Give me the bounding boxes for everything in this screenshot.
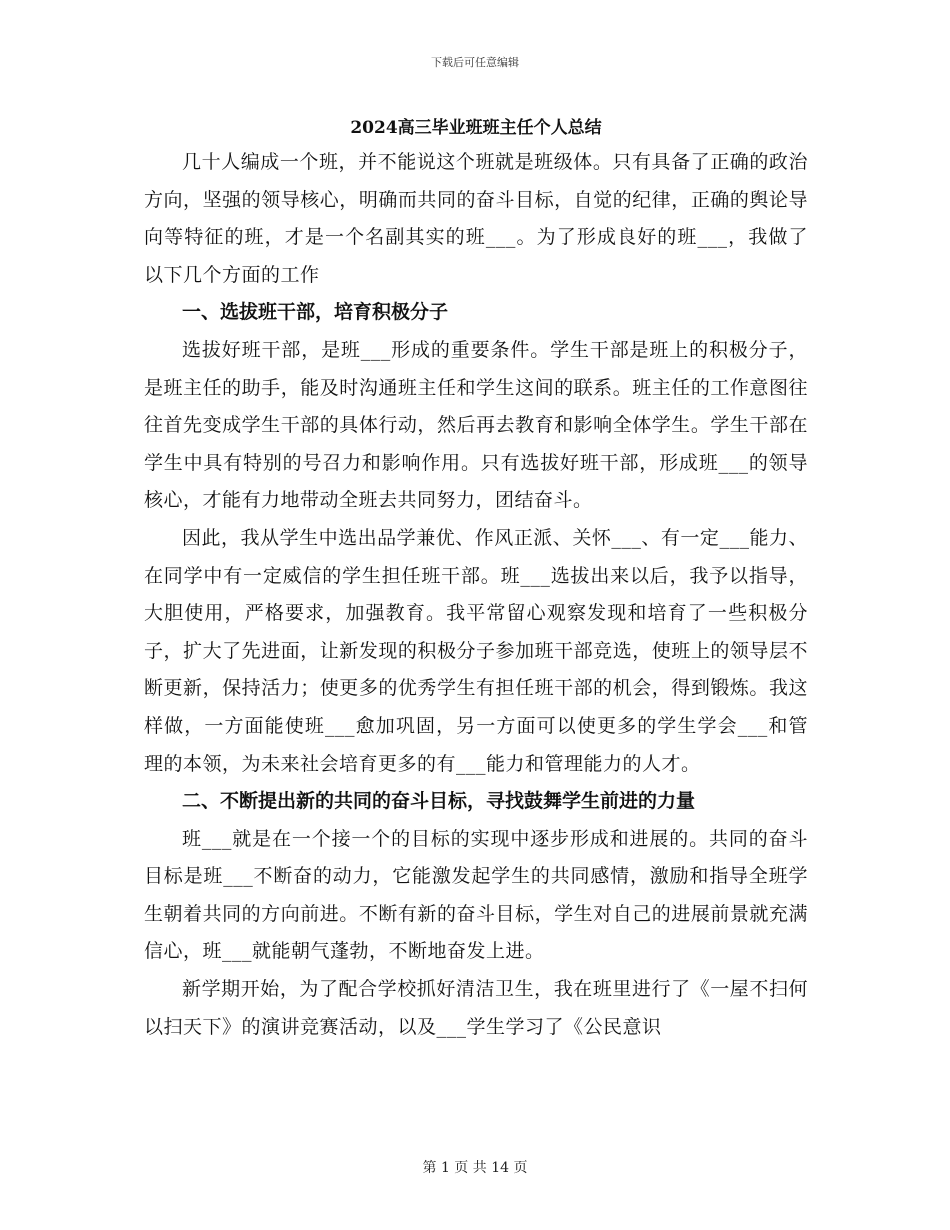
paragraph: 班___就是在一个接一个的目标的实现中逐步形成和进展的。共同的奋斗目标是班___不断奋的动力，它能激发起学生的共同感情，激励和指导全班学生朝着共同的方向前进。不断有新的奋斗目标，学生对自己的进展前景就充满信心，班___就能朝气蓬勃，不断地奋发上进。 bbox=[144, 827, 808, 963]
paragraph: 因此，我从学生中选出品学兼优、作风正派、关怀___、有一定___能力、在同学中有一定威信的学生担任班干部。班___选拔出来以后，我予以指导，大胆使用，严格要求，加强教育。我平常留心观察发现和培育了一些积极分子，扩大了先进面，让新发现的积极分子参加班干部竞选，使班上的领导层不断更新，保持活力；使更多的优秀学生有担任班干部的机会，得到锻炼。我这样做，一方面能使班___愈加巩固，另一方面可以使更多的学生学会___和管理的本领，为未来社会培育更多的有___能力和管理能力的人才。 bbox=[144, 526, 808, 775]
page-footer: 第 1 页 共 14 页 bbox=[422, 1160, 528, 1176]
section-heading-2: 二、不断提出新的共同的奋斗目标，寻找鼓舞学生前进的力量 bbox=[182, 790, 696, 813]
page-header: 下载后可任意编辑 bbox=[431, 56, 519, 69]
section-heading-1: 一、选拔班干部，培育积极分子 bbox=[182, 301, 449, 324]
document-body bbox=[144, 112, 808, 1046]
paragraph: 新学期开始，为了配合学校抓好清洁卫生，我在班里进行了《一屋不扫何以扫天下》的演讲竞赛活动，以及___学生学习了《公民意识 bbox=[144, 978, 808, 1038]
document-title: 2024高三毕业班班主任个人总结 bbox=[350, 118, 602, 138]
paragraph: 选拔好班干部，是班___形成的重要条件。学生干部是班上的积极分子，是班主任的助手，能及时沟通班主任和学生这间的联系。班主任的工作意图往往首先变成学生干部的具体行动，然后再去教育和影响全体学生。学生干部在学生中具有特别的号召力和影响作用。只有选拔好班干部，形成班___的领导核心，才能有力地带动全班去共同努力，团结奋斗。 bbox=[144, 338, 808, 512]
paragraph-intro: 几十人编成一个班，并不能说这个班就是班级体。只有具备了正确的政治方向，坚强的领导核心，明确而共同的奋斗目标，自觉的纪律，正确的舆论导向等特征的班，才是一个名副其实的班___。为了形成良好的班___，我做了以下几个方面的工作 bbox=[144, 151, 808, 286]
